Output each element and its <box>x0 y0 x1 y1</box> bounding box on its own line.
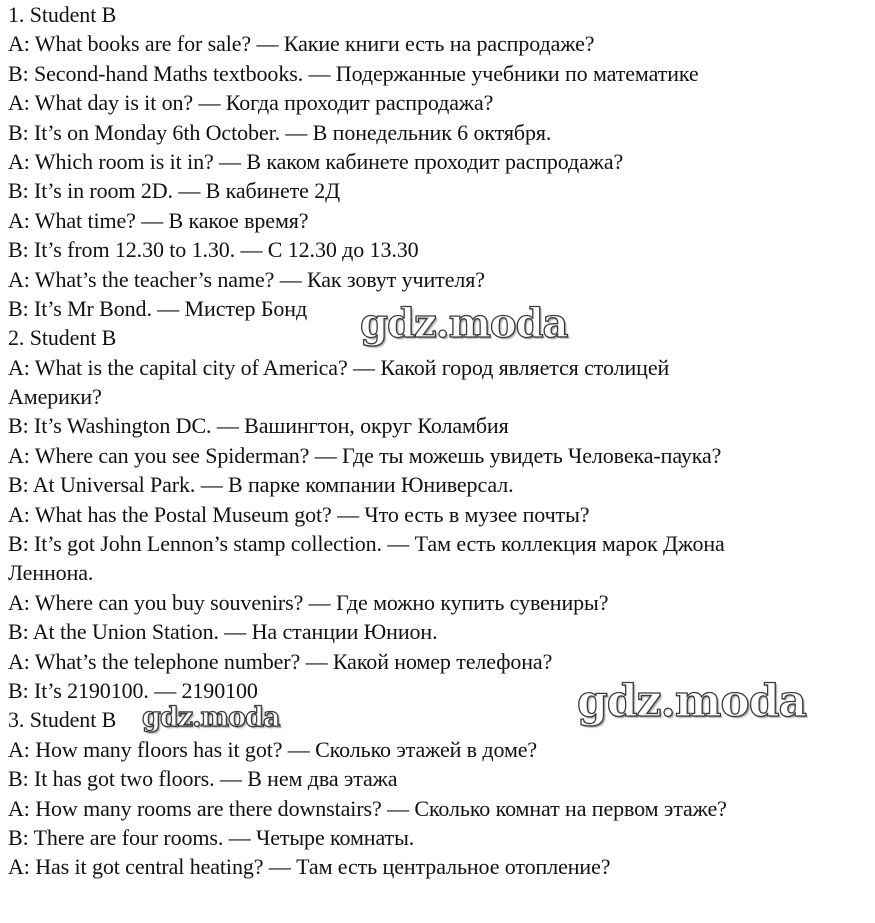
dialogue-line-continuation: Леннона. <box>8 560 94 586</box>
dialogue-line: A: Has it got central heating? — Там есть центральное отопление? <box>8 854 611 880</box>
dialogue-line: A: What’s the telephone number? — Какой номер телефона? <box>8 648 553 674</box>
dialogue-line: A: What day is it on? — Когда проходит распродажа? <box>8 90 494 116</box>
watermark: gdz.moda <box>360 300 568 347</box>
dialogue-line: A: What is the capital city of America? — Какой город является столицей <box>8 354 670 380</box>
section-heading-1: 1. Student B <box>8 2 117 27</box>
dialogue-line: A: What’s the teacher’s name? — Как зовут учителя? <box>8 266 485 292</box>
dialogue-line: B: It’s 2190100. — 2190100 <box>8 677 258 703</box>
dialogue-line: B: It has got two floors. — В нем два этажа <box>8 766 398 792</box>
dialogue-line: A: How many floors has it got? — Сколько этажей в доме? <box>8 736 538 762</box>
watermark: gdz.moda <box>577 676 807 727</box>
dialogue-line: B: At Universal Park. — В парке компании Юниверсал. <box>8 472 514 498</box>
dialogue-line: B: It’s in room 2D. — В кабинете 2Д <box>8 178 341 204</box>
dialogue-line: B: It’s Washington DC. — Вашингтон, округ Коламбия <box>8 413 509 439</box>
dialogue-line: A: What books are for sale? — Какие книги есть на распродаже? <box>8 31 595 57</box>
dialogue-line-continuation: Америки? <box>8 384 102 410</box>
dialogue-line: A: Which room is it in? — В каком кабинете проходит распродажа? <box>8 148 624 174</box>
dialogue-line: A: How many rooms are there downstairs? — Сколько комнат на первом этаже? <box>8 795 727 821</box>
dialogue-line: B: It’s Mr Bond. — Мистер Бонд <box>8 295 308 321</box>
dialogue-line: A: What time? — В какое время? <box>8 207 309 233</box>
dialogue-line: B: At the Union Station. — На станции Юнион. <box>8 619 438 645</box>
document-body <box>8 0 870 882</box>
dialogue-line: B: There are four rooms. — Четыре комнаты. <box>8 824 415 850</box>
dialogue-line: B: It’s from 12.30 to 1.30. — С 12.30 до 13.30 <box>8 237 419 263</box>
section-heading-2: 2. Student B <box>8 325 117 351</box>
dialogue-line: B: It’s on Monday 6th October. — В понедельник 6 октября. <box>8 119 552 145</box>
dialogue-line: B: Second-hand Maths textbooks. — Подержанные учебники по математике <box>8 60 699 86</box>
dialogue-line: A: Where can you see Spiderman? — Где ты можешь увидеть Человека-паука? <box>8 442 722 468</box>
dialogue-line: A: Where can you buy souvenirs? — Где можно купить сувениры? <box>8 589 609 615</box>
dialogue-line: B: It’s got John Lennon’s stamp collection. — Там есть коллекция марок Джона <box>8 531 725 557</box>
watermark: gdz.moda <box>142 702 280 733</box>
section-heading-3: 3. Student B <box>8 707 117 733</box>
dialogue-line: A: What has the Postal Museum got? — Что есть в музее почты? <box>8 501 590 527</box>
